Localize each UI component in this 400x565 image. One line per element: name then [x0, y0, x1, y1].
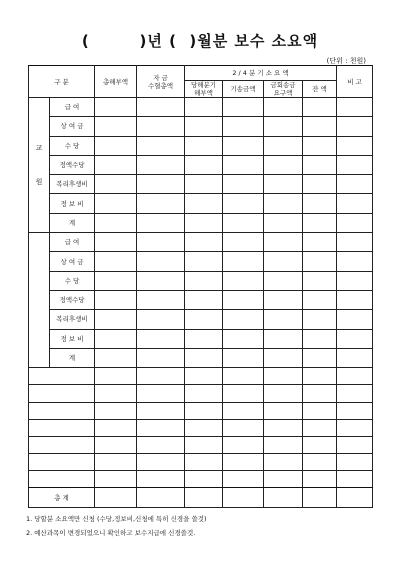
cell[interactable] [95, 329, 137, 348]
cell[interactable] [185, 368, 223, 385]
cell[interactable] [137, 471, 185, 488]
cell[interactable] [185, 348, 223, 367]
total-cell[interactable] [223, 488, 264, 508]
blank-label[interactable] [29, 368, 95, 385]
cell[interactable] [264, 402, 303, 419]
header-jaewon [137, 66, 185, 98]
cell[interactable] [264, 454, 303, 471]
cell[interactable] [264, 155, 303, 174]
cell[interactable] [137, 175, 185, 194]
cell[interactable] [337, 136, 373, 155]
header-geumhoe-bottom: 요구액 [273, 89, 293, 97]
cell[interactable] [223, 136, 264, 155]
row-label: 정 보 비 [50, 194, 95, 213]
cell[interactable] [137, 98, 185, 117]
cell[interactable] [337, 310, 373, 329]
cell[interactable] [95, 155, 137, 174]
cell[interactable] [337, 213, 373, 232]
blank-label[interactable] [29, 419, 95, 436]
blank-label[interactable] [29, 436, 95, 453]
cell[interactable] [95, 252, 137, 271]
cell[interactable] [95, 98, 137, 117]
cell[interactable] [264, 329, 303, 348]
cell[interactable] [264, 233, 303, 252]
cell[interactable] [264, 348, 303, 367]
cell[interactable] [137, 419, 185, 436]
cell[interactable] [303, 368, 337, 385]
cell[interactable] [185, 310, 223, 329]
cell[interactable] [185, 175, 223, 194]
cell[interactable] [223, 155, 264, 174]
header-geumhoe [264, 81, 303, 98]
cell[interactable] [303, 175, 337, 194]
header-gubun: 구 분 [29, 66, 95, 98]
cell[interactable] [264, 175, 303, 194]
cell[interactable] [303, 310, 337, 329]
header-jaewon-top: 자 금 [153, 73, 168, 82]
cell[interactable] [303, 290, 337, 309]
cell[interactable] [137, 233, 185, 252]
blank-label[interactable] [29, 402, 95, 419]
row-label: 복리후생비 [50, 175, 95, 194]
row-label: 계 [50, 348, 95, 367]
cell[interactable] [303, 471, 337, 488]
cell[interactable] [337, 454, 373, 471]
header-danghae [185, 81, 223, 98]
cell[interactable] [337, 348, 373, 367]
cell[interactable] [223, 348, 264, 367]
cell[interactable] [185, 117, 223, 136]
row-label: 급 여 [50, 98, 95, 117]
cell[interactable] [137, 368, 185, 385]
cell[interactable] [264, 471, 303, 488]
cell[interactable] [137, 310, 185, 329]
cell[interactable] [223, 194, 264, 213]
cell[interactable] [303, 419, 337, 436]
cell[interactable] [264, 290, 303, 309]
cell[interactable] [137, 194, 185, 213]
note-1: 1. 당할분 소요액만 신청 (수당,정보비,신청에 특히 신경을 쓸것) [26, 515, 207, 523]
header-jaewon-bottom: 수혈총액 [147, 81, 174, 90]
cell[interactable] [337, 368, 373, 385]
cell[interactable] [95, 290, 137, 309]
cell[interactable] [337, 194, 373, 213]
cell[interactable] [185, 436, 223, 453]
cell[interactable] [303, 98, 337, 117]
cell[interactable] [185, 194, 223, 213]
page-title: ( )년 ( )월분 보수 소요액 [81, 32, 319, 50]
cell[interactable] [303, 233, 337, 252]
group1-label-top: 교 [35, 144, 43, 153]
cell[interactable] [137, 348, 185, 367]
cell[interactable] [185, 471, 223, 488]
total-cell[interactable] [185, 488, 223, 508]
cell[interactable] [185, 213, 223, 232]
cell[interactable] [303, 348, 337, 367]
cell[interactable] [337, 402, 373, 419]
cell[interactable] [303, 385, 337, 402]
cell[interactable] [337, 385, 373, 402]
cell[interactable] [137, 454, 185, 471]
cell[interactable] [264, 419, 303, 436]
row-label: 수 당 [50, 271, 95, 290]
cell[interactable] [223, 385, 264, 402]
cell[interactable] [95, 348, 137, 367]
cell[interactable] [185, 419, 223, 436]
cell[interactable] [303, 329, 337, 348]
cell[interactable] [223, 419, 264, 436]
header-jan: 잔 액 [303, 81, 337, 98]
group1-label [29, 98, 50, 233]
cell[interactable] [223, 402, 264, 419]
cell[interactable] [95, 310, 137, 329]
cell[interactable] [223, 117, 264, 136]
cell[interactable] [337, 252, 373, 271]
cell[interactable] [137, 136, 185, 155]
header-gisong: 기송금액 [223, 81, 264, 98]
cell[interactable] [303, 436, 337, 453]
cell[interactable] [185, 402, 223, 419]
cell[interactable] [95, 194, 137, 213]
blank-label[interactable] [29, 385, 95, 402]
header-chonghae: 총해부액 [95, 66, 137, 98]
cell[interactable] [95, 419, 137, 436]
cell[interactable] [137, 155, 185, 174]
cell[interactable] [95, 471, 137, 488]
cell[interactable] [137, 271, 185, 290]
cell[interactable] [223, 471, 264, 488]
cell[interactable] [95, 454, 137, 471]
cell[interactable] [223, 368, 264, 385]
cell[interactable] [223, 290, 264, 309]
cell[interactable] [337, 233, 373, 252]
header-danghae-bottom: 해부액 [194, 89, 213, 97]
cell[interactable] [303, 117, 337, 136]
cell[interactable] [303, 136, 337, 155]
cell[interactable] [264, 98, 303, 117]
header-danghae-top: 당해분기 [190, 81, 217, 89]
cell[interactable] [223, 252, 264, 271]
cell[interactable] [337, 329, 373, 348]
cell[interactable] [137, 213, 185, 232]
note-2: 2. 예산과목이 변경되었으니 확인하고 보수지급에 신경쓸것. [26, 529, 196, 537]
cell[interactable] [264, 136, 303, 155]
cell[interactable] [185, 233, 223, 252]
cell[interactable] [223, 310, 264, 329]
cell[interactable] [337, 271, 373, 290]
blank-label[interactable] [29, 454, 95, 471]
cell[interactable] [185, 454, 223, 471]
cell[interactable] [95, 175, 137, 194]
cell[interactable] [223, 329, 264, 348]
cell[interactable] [337, 290, 373, 309]
total-cell[interactable] [95, 488, 137, 508]
cell[interactable] [95, 136, 137, 155]
cell[interactable] [264, 194, 303, 213]
blank-label[interactable] [29, 471, 95, 488]
cell[interactable] [264, 368, 303, 385]
cell[interactable] [337, 436, 373, 453]
cell[interactable] [337, 419, 373, 436]
cell[interactable] [337, 98, 373, 117]
cell[interactable] [303, 213, 337, 232]
total-cell[interactable] [303, 488, 337, 508]
row-label: 상 여 금 [50, 252, 95, 271]
cell[interactable] [185, 290, 223, 309]
cell[interactable] [303, 252, 337, 271]
cell[interactable] [137, 436, 185, 453]
cell[interactable] [264, 271, 303, 290]
cell[interactable] [95, 233, 137, 252]
cell[interactable] [95, 117, 137, 136]
cell[interactable] [337, 471, 373, 488]
cell[interactable] [185, 252, 223, 271]
cell[interactable] [137, 290, 185, 309]
cell[interactable] [337, 175, 373, 194]
row-label: 정액수당 [50, 155, 95, 174]
total-cell[interactable] [264, 488, 303, 508]
group2-label [29, 233, 50, 368]
cell[interactable] [185, 136, 223, 155]
cell[interactable] [95, 436, 137, 453]
cell[interactable] [185, 385, 223, 402]
row-label: 정 보 비 [50, 329, 95, 348]
cell[interactable] [264, 385, 303, 402]
salary-table [28, 65, 373, 508]
total-label: 총 계 [29, 488, 95, 508]
row-label: 급 여 [50, 233, 95, 252]
total-cell[interactable] [137, 488, 185, 508]
cell[interactable] [95, 385, 137, 402]
group1-label-bottom: 원 [35, 178, 43, 187]
cell[interactable] [223, 454, 264, 471]
cell[interactable] [303, 155, 337, 174]
row-label: 정액수당 [50, 290, 95, 309]
cell[interactable] [185, 329, 223, 348]
cell[interactable] [223, 175, 264, 194]
cell[interactable] [337, 155, 373, 174]
cell[interactable] [185, 271, 223, 290]
cell[interactable] [137, 402, 185, 419]
row-label: 계 [50, 213, 95, 232]
cell[interactable] [303, 194, 337, 213]
cell[interactable] [337, 117, 373, 136]
cell[interactable] [185, 155, 223, 174]
header-bigo: 비 고 [337, 66, 373, 98]
cell[interactable] [137, 252, 185, 271]
cell[interactable] [223, 271, 264, 290]
cell[interactable] [264, 436, 303, 453]
cell[interactable] [264, 117, 303, 136]
row-label: 상 여 금 [50, 117, 95, 136]
cell[interactable] [264, 310, 303, 329]
cell[interactable] [95, 402, 137, 419]
cell[interactable] [137, 385, 185, 402]
total-cell[interactable] [337, 488, 373, 508]
cell[interactable] [95, 213, 137, 232]
cell[interactable] [303, 454, 337, 471]
cell[interactable] [264, 252, 303, 271]
row-label: 수 당 [50, 136, 95, 155]
unit-label: (단위 : 천원) [326, 57, 366, 65]
cell[interactable] [264, 213, 303, 232]
header-quarter: 2 / 4 분 기 소 요 액 [185, 66, 337, 81]
cell[interactable] [223, 233, 264, 252]
cell[interactable] [223, 213, 264, 232]
cell[interactable] [303, 402, 337, 419]
row-label: 복리후생비 [50, 310, 95, 329]
header-geumhoe-top: 금회송금 [270, 81, 296, 89]
cell[interactable] [223, 436, 264, 453]
cell[interactable] [185, 98, 223, 117]
cell[interactable] [303, 271, 337, 290]
cell[interactable] [137, 117, 185, 136]
cell[interactable] [95, 271, 137, 290]
cell[interactable] [137, 329, 185, 348]
cell[interactable] [95, 368, 137, 385]
cell[interactable] [223, 98, 264, 117]
